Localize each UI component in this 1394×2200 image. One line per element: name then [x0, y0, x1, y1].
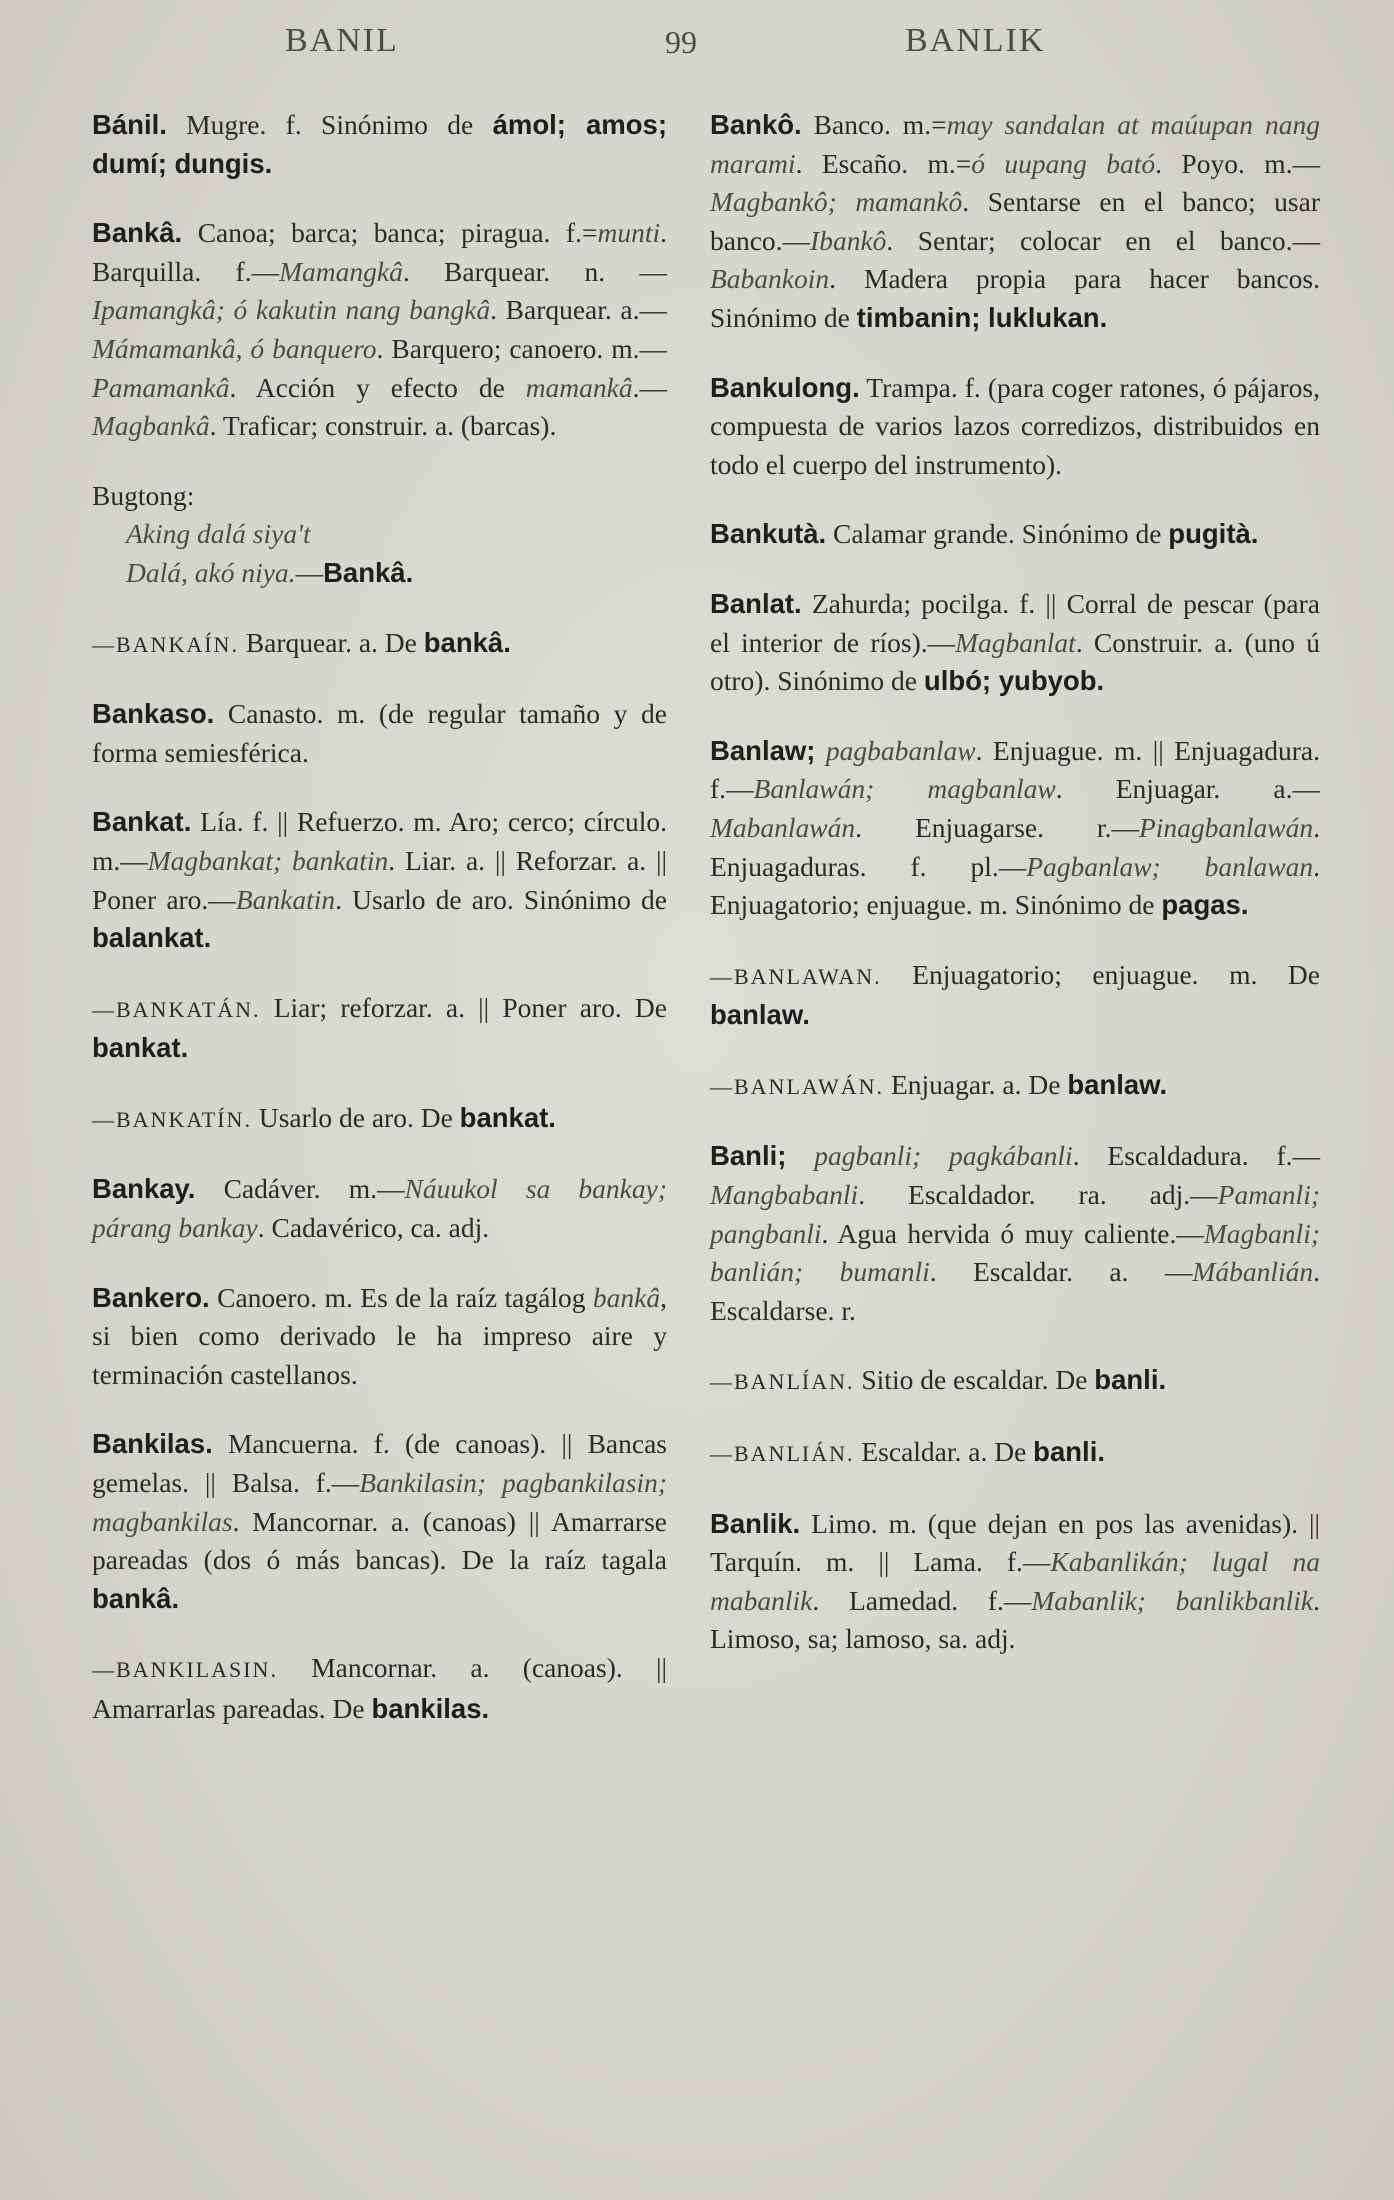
- definition: . Barquero; canoero. m.—: [376, 332, 667, 364]
- entry-bankain: [92, 624, 667, 665]
- entry-banko: [710, 106, 1320, 338]
- definition: Cadáver. m.—: [195, 1173, 405, 1205]
- tagalog-form: pagbanli; pagkábanli: [786, 1140, 1073, 1172]
- headword: Bankâ.: [92, 217, 183, 249]
- header-left-guideword: BANIL: [285, 22, 399, 59]
- root-ref: bankat.: [459, 1101, 556, 1133]
- tagalog-form: Mámamankâ, ó banquero: [92, 332, 377, 364]
- definition: . Sentarse en el banco; usar banco.—: [710, 186, 1320, 256]
- entry-bankatan: [92, 989, 667, 1068]
- root-ref: bankâ.: [92, 1582, 180, 1614]
- subentry-word: —BANLIÁN.: [710, 1441, 855, 1467]
- tagalog-form: Bankatin: [235, 883, 336, 915]
- definition: Banco. m.=: [801, 109, 947, 140]
- tagalog-form: munti: [597, 217, 661, 249]
- headword: Banlik.: [710, 1507, 801, 1539]
- definition: . Limoso, sa; lamoso, sa. adj.: [710, 1584, 1321, 1655]
- riddle-answer: Bankâ.: [323, 556, 414, 588]
- synonym-ref: ulbó; yubyob.: [923, 665, 1105, 697]
- page-header: [0, 22, 1394, 72]
- entry-banil: [92, 106, 667, 183]
- synonym-ref: ámol; amos; dumí; dungis.: [92, 109, 667, 179]
- tagalog-form: Mamangkâ: [279, 255, 403, 287]
- definition: .—: [632, 371, 667, 403]
- root-ref: bankat.: [92, 1032, 189, 1064]
- definition: . Lamedad. f.—: [812, 1584, 1032, 1616]
- entry-banlaw: [710, 732, 1320, 925]
- riddle-label: Bugtong:: [92, 479, 195, 511]
- definition: . Construir. a. (uno ú otro). Sinónimo de: [710, 626, 1320, 697]
- headword: Bankutà.: [710, 518, 827, 550]
- tagalog-form: bankâ: [592, 1281, 661, 1313]
- definition: . Escaldar. a. —: [929, 1256, 1193, 1288]
- definition: Mancornar. a. (canoas). || Amarrarlas pareadas. De: [92, 1652, 667, 1724]
- riddle-line: [92, 554, 667, 593]
- entry-bankilasin: [92, 1649, 667, 1728]
- definition: Enjuagar. a. De: [884, 1068, 1068, 1100]
- headword: Banlat.: [710, 587, 802, 619]
- definition: Calamar grande. Sinónimo de: [826, 518, 1169, 550]
- tagalog-form: Mangbabanli: [710, 1179, 859, 1211]
- definition: . Enjuagar. a.—: [1055, 773, 1321, 805]
- synonym-ref: timbanin; luklukan.: [856, 301, 1108, 333]
- definition: . Mancornar. a. (canoas) || Amarrarse pareadas (dos ó más bancas). De la raíz tagala: [92, 1505, 667, 1576]
- entry-bankay: [92, 1170, 667, 1247]
- tagalog-form: Magbanli; banlián; bumanli: [710, 1217, 1320, 1288]
- entry-bankatin: [92, 1099, 667, 1140]
- riddle-text: Aking dalá siya't: [126, 518, 311, 550]
- definition: . Enjuagaduras. f. pl.—: [710, 811, 1320, 882]
- tagalog-form: Magbanlat: [955, 626, 1076, 658]
- entry-bankaso: [92, 695, 667, 772]
- headword: Bankero.: [92, 1281, 210, 1313]
- tagalog-form: Kabanlikán; lugal na mabanlik: [710, 1546, 1320, 1616]
- definition: Mugre. f. Sinónimo de: [166, 109, 493, 140]
- tagalog-form: ó uupang bató: [971, 147, 1156, 179]
- definition: Zahurda; pocilga. f. || Corral de pescar (para el interior de ríos).—: [710, 587, 1320, 658]
- tagalog-form: Ipamangkâ; ó kakutin nang bangkâ: [92, 294, 491, 326]
- headword: Bankat.: [92, 806, 192, 838]
- definition: . Sentar; colocar en el banco.—: [886, 224, 1320, 256]
- entry-bankero: [92, 1279, 667, 1395]
- definition: Mancuerna. f. (de canoas). || Bancas gemelas. || Balsa. f.—: [92, 1428, 667, 1499]
- definition: . Madera propia para hacer bancos. Sinónimo de: [710, 263, 1320, 333]
- definition: Sitio de escaldar. De: [854, 1364, 1095, 1396]
- riddle-line: [92, 515, 667, 554]
- tagalog-form: Pamamankâ: [92, 371, 230, 403]
- subentry-word: —BANKATÍN.: [92, 1106, 252, 1132]
- definition: . Escaldarse. r.: [710, 1256, 1320, 1326]
- definition: Escaldar. a. De: [854, 1436, 1034, 1468]
- page-number: 99: [665, 24, 697, 60]
- tagalog-form: Pamanli; pangbanli: [710, 1179, 1320, 1249]
- definition: Canoero. m. Es de la raíz tagálog: [209, 1281, 593, 1313]
- definition: . Cadavérico, ca. adj.: [257, 1212, 490, 1244]
- entry-banlian-1: [710, 1361, 1320, 1402]
- definition: Trampa. f. (para coger ratones, ó pájaros, compuesta de varios lazos corredizos, distribuidos en todo el cuerpo del instrumento).: [710, 371, 1320, 480]
- definition: Enjuagatorio; enjuague. m. De: [881, 958, 1320, 990]
- headword: Bánil.: [92, 109, 167, 140]
- headword: Bankô.: [710, 109, 802, 140]
- definition: . Enjuague. m. || Enjuagadura. f.—: [710, 734, 1320, 805]
- tagalog-form: Mabanlawán: [710, 811, 856, 843]
- subentry-word: —BANKAÍN.: [92, 631, 239, 657]
- definition: . Liar. a. || Reforzar. a. || Poner aro.—: [92, 844, 667, 915]
- entry-banlawan-2: [710, 1066, 1320, 1107]
- tagalog-form: Magbankô; mamankô: [710, 186, 963, 218]
- tagalog-form: Pagbanlaw; banlawan: [1026, 850, 1314, 882]
- tagalog-form: Náuukol sa bankay; párang bankay: [92, 1173, 667, 1244]
- subentry-word: —BANLÍAN.: [710, 1369, 855, 1395]
- tagalog-form: Magbankâ: [92, 410, 210, 442]
- root-ref: banli.: [1033, 1436, 1105, 1468]
- headword: Bankaso.: [92, 698, 215, 730]
- definition: . Acción y efecto de: [229, 371, 526, 403]
- tagalog-form: Bankilasin; pagbankilasin; magbankilas: [92, 1467, 667, 1537]
- definition: . Usarlo de aro. Sinónimo de: [335, 883, 667, 915]
- definition: Lía. f. || Refuerzo. m. Aro; cerco; círculo. m.—: [92, 806, 667, 876]
- definition: . Poyo. m.—: [1155, 147, 1320, 179]
- definition: Canasto. m. (de regular tamaño y de forma semiesférica.: [92, 698, 667, 768]
- tagalog-form: Babankoin: [710, 263, 830, 295]
- tagalog-form: may sandalan at maúupan nang marami: [710, 109, 1320, 179]
- entry-banli: [710, 1137, 1320, 1330]
- tagalog-form: Banlawán; magbanlaw: [753, 773, 1056, 805]
- definition: . Traficar; construir. a. (barcas).: [209, 410, 557, 442]
- riddle-block: [92, 477, 667, 593]
- header-right-guideword: BANLIK: [905, 22, 1046, 59]
- definition: Barquear. a. De: [238, 626, 424, 658]
- entry-banlian-2: [710, 1433, 1320, 1474]
- root-ref: banli.: [1094, 1364, 1167, 1396]
- entry-bankilas: [92, 1425, 667, 1618]
- root-ref: bankâ.: [423, 626, 511, 658]
- tagalog-form: Magbankat; bankatin: [147, 844, 389, 876]
- definition: Canoa; barca; banca; piragua. f.=: [182, 217, 598, 249]
- entry-banlik: [710, 1505, 1320, 1659]
- definition: . Enjuagatorio; enjuague. m. Sinónimo de: [710, 850, 1320, 921]
- tagalog-form: Mábanlián: [1192, 1256, 1314, 1288]
- entry-bankat: [92, 803, 667, 957]
- subentry-word: —BANLAWÁN.: [710, 1073, 885, 1099]
- tagalog-form: Ibankô: [810, 224, 887, 256]
- definition: Limo. m. (que dejan en pos las avenidas). || Tarquín. m. || Lama. f.—: [710, 1507, 1320, 1578]
- definition: Usarlo de aro. De: [251, 1101, 460, 1133]
- headword: Banli;: [710, 1140, 787, 1172]
- tagalog-form: mamankâ: [525, 371, 633, 403]
- synonym-ref: balankat.: [92, 922, 212, 954]
- subentry-word: —BANLAWAN.: [710, 963, 882, 989]
- definition: . Escaño. m.=: [795, 147, 972, 179]
- root-ref: bankilas.: [371, 1693, 490, 1724]
- definition: . Escaldadura. f.—: [1072, 1140, 1320, 1172]
- tagalog-form: pagbabanlaw: [815, 734, 976, 766]
- headword: Banlaw;: [710, 734, 816, 766]
- tagalog-form: Mabanlik; banlikbanlik: [1031, 1584, 1314, 1616]
- definition: . Agua hervida ó muy caliente.—: [821, 1217, 1204, 1249]
- synonym-ref: pugità.: [1168, 518, 1259, 550]
- tagalog-form: Pinagbanlawán: [1138, 811, 1314, 843]
- entry-bankuta: [710, 515, 1320, 554]
- definition: . Enjuagarse. r.—: [855, 811, 1139, 843]
- headword: Bankilas.: [92, 1428, 213, 1460]
- definition: . Escaldador. ra. adj.—: [858, 1179, 1218, 1211]
- subentry-word: —BANKATÁN.: [92, 996, 261, 1022]
- definition: . Barquilla. f.—: [92, 217, 667, 287]
- riddle-text: Dalá, akó niya.: [126, 556, 296, 588]
- definition: . Barquear. a.—: [490, 294, 668, 326]
- root-ref: banlaw.: [710, 999, 810, 1031]
- definition: . Barquear. n. —: [402, 255, 667, 287]
- entry-bankulong: [710, 369, 1320, 485]
- headword: Bankulong.: [710, 371, 860, 403]
- root-ref: banlaw.: [1067, 1068, 1168, 1100]
- subentry-word: —BANKILASIN.: [92, 1657, 278, 1683]
- synonym-ref: pagas.: [1161, 889, 1249, 921]
- right-column: [710, 106, 1320, 1690]
- entry-banka: [92, 214, 667, 446]
- entry-banlawan-1: [710, 956, 1320, 1035]
- definition: Liar; reforzar. a. || Poner aro. De: [260, 991, 667, 1023]
- riddle-dash: —: [295, 556, 324, 588]
- entry-banlat: [710, 585, 1320, 701]
- headword: Bankay.: [92, 1173, 196, 1205]
- definition: , si bien como derivado le ha impreso aire y terminación castellanos.: [92, 1281, 667, 1390]
- left-column: [92, 106, 667, 1760]
